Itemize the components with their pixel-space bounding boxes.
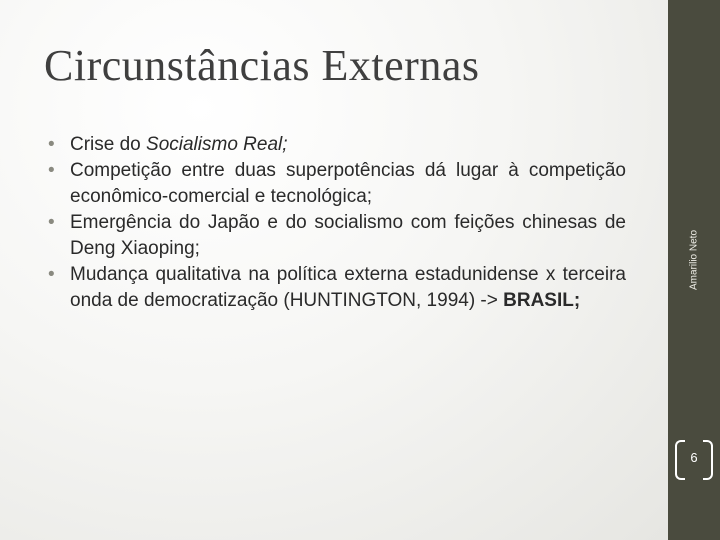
bullet-text: Mudança qualitativa na política externa estadunidense x terceira onda de democratização (HUNTINGTON, 1994) -> xyxy=(70,264,626,311)
bullet-item xyxy=(46,210,626,262)
bullet-list xyxy=(46,132,626,314)
bullet-text: Emergência do Japão e do socialismo com feições chinesas de Deng Xiaoping; xyxy=(70,212,626,259)
bullet-text: Competição entre duas superpotências dá lugar à competição econômico-comercial e tecnológica; xyxy=(70,160,626,207)
bullet-text-italic: Socialismo Real; xyxy=(146,134,288,155)
bullet-text: Crise do xyxy=(70,134,147,155)
bullet-item xyxy=(46,262,626,314)
right-brace-icon xyxy=(703,440,713,480)
bullet-item xyxy=(46,158,626,210)
author-label: Amarilio Neto xyxy=(688,229,700,291)
page-number-badge xyxy=(675,440,713,478)
bullet-item xyxy=(46,132,626,158)
slide-title: Circunstâncias Externas xyxy=(44,41,480,90)
bullet-text-bold: BRASIL; xyxy=(503,290,581,311)
page-number: 6 xyxy=(690,450,698,465)
